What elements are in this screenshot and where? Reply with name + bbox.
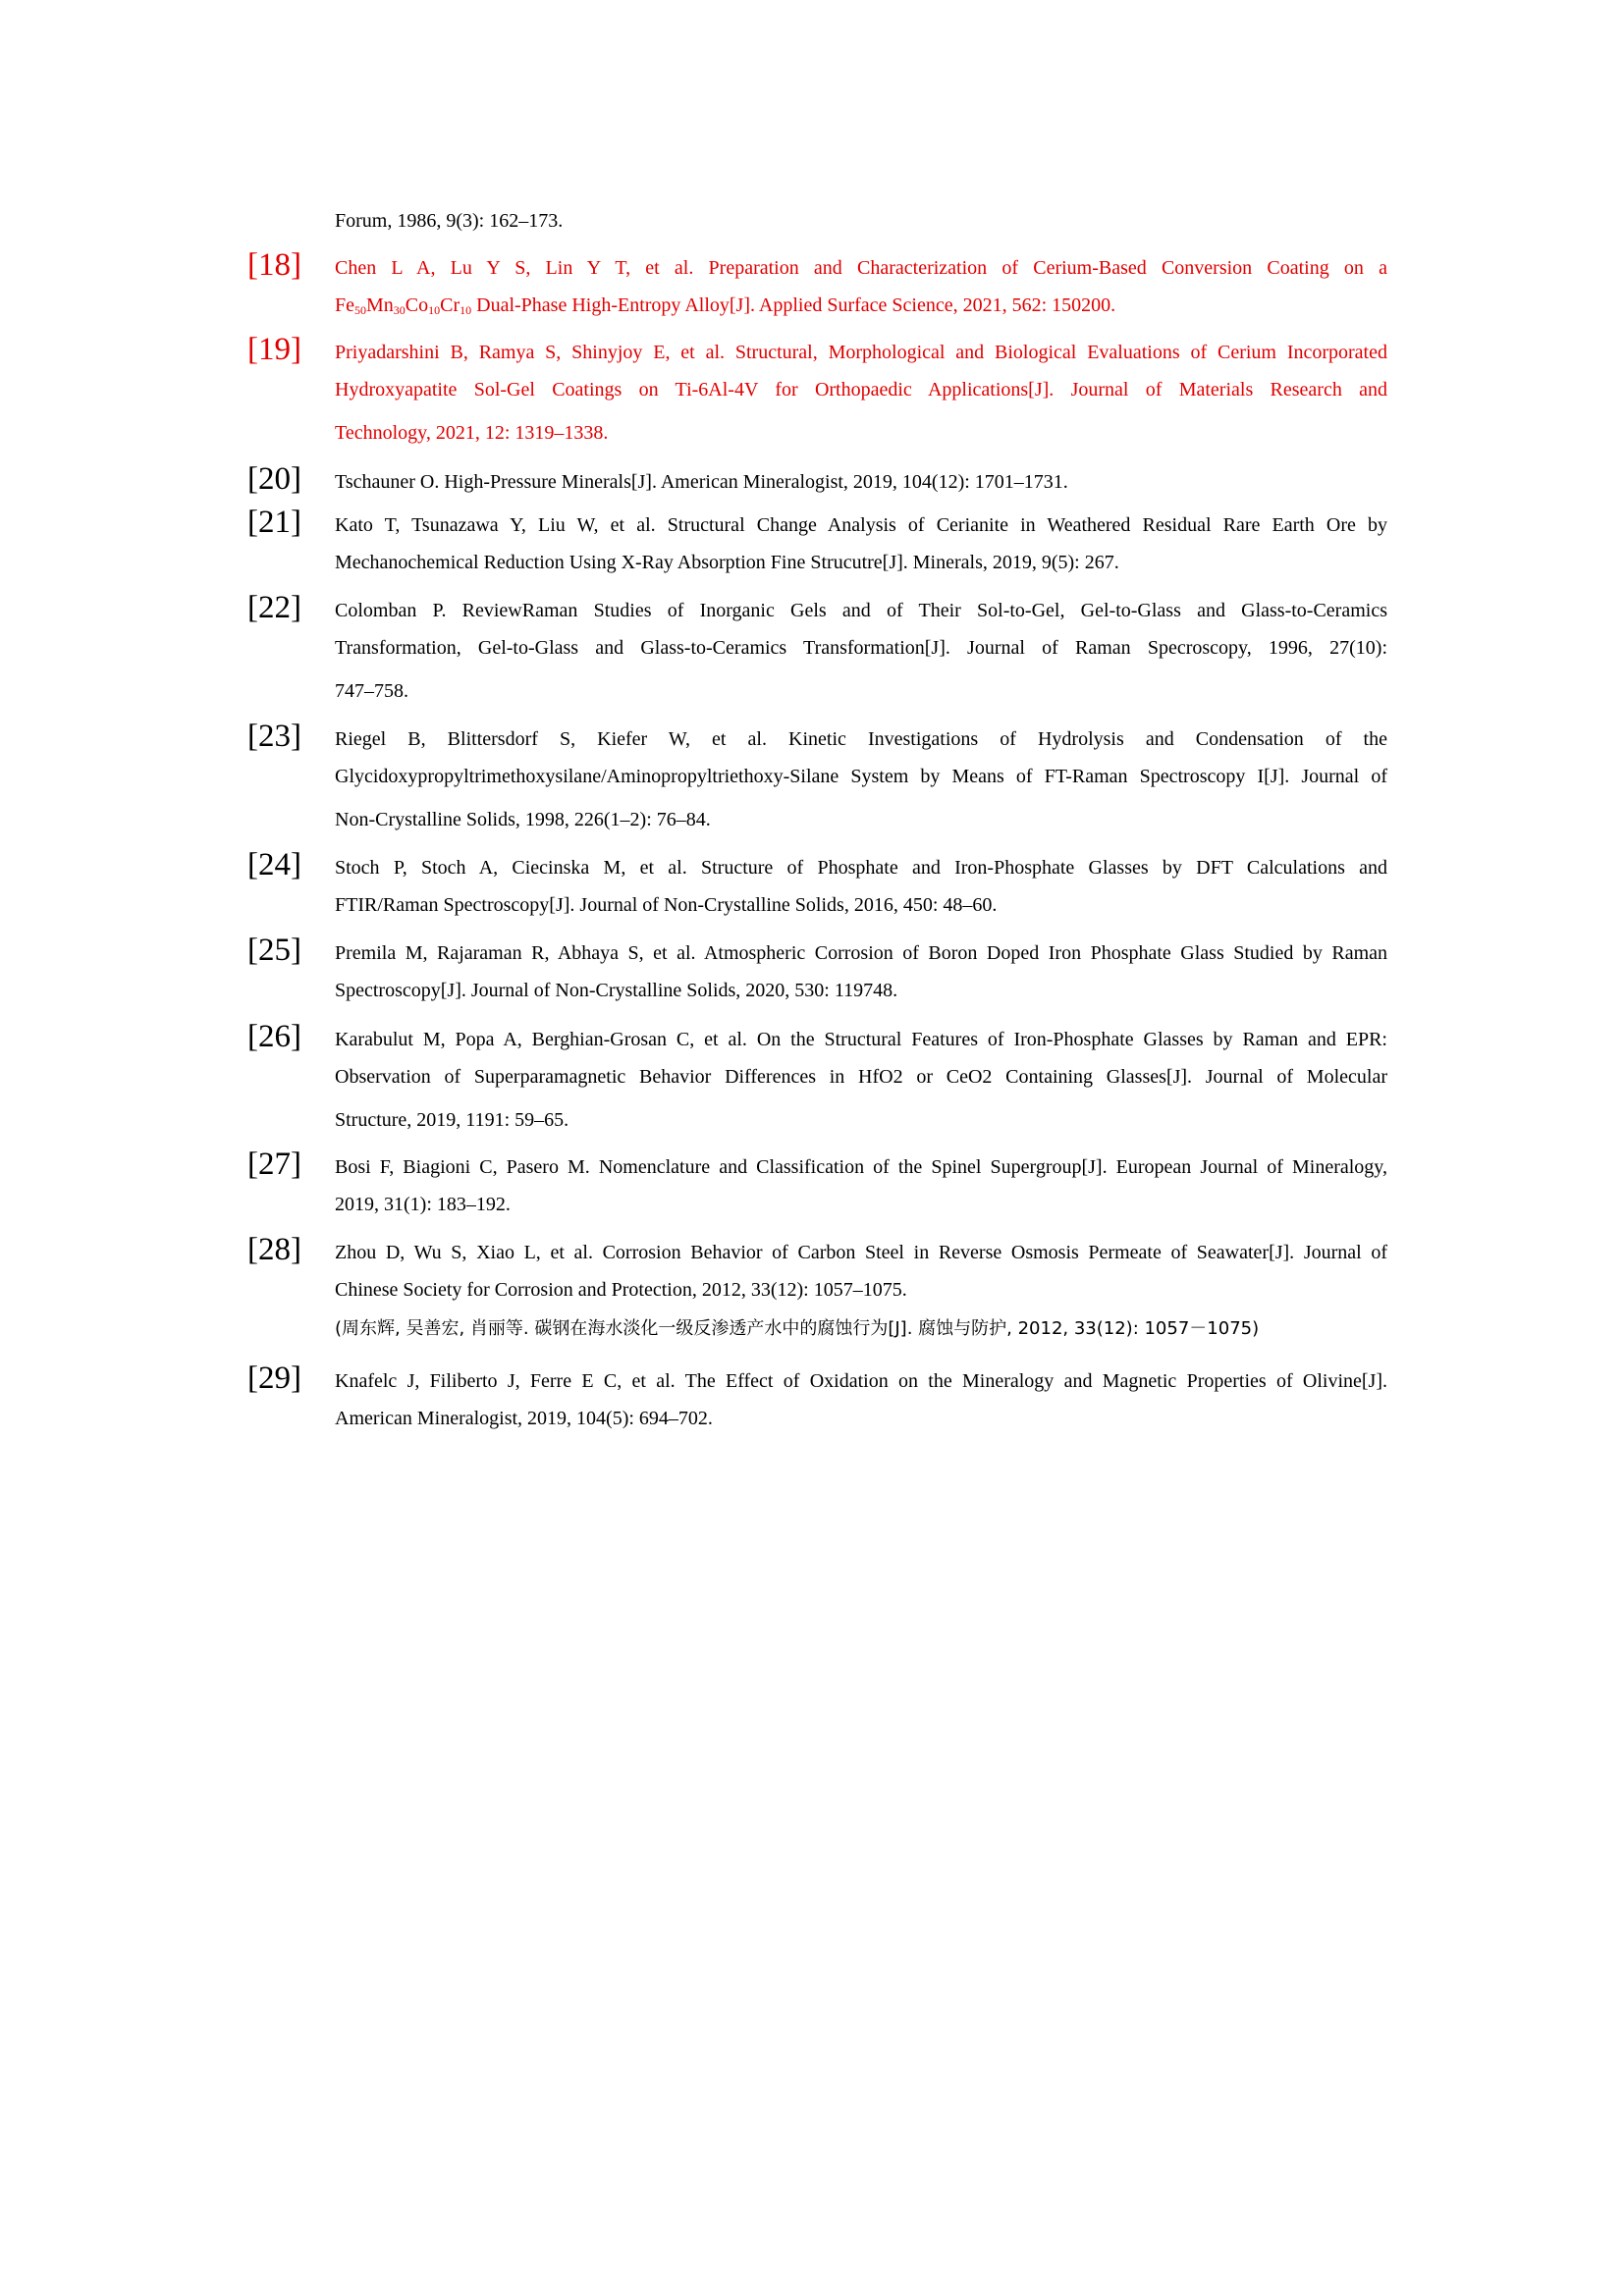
- reference-number: [20]: [247, 461, 301, 497]
- reference-line: Tschauner O. High-Pressure Minerals[J]. American Mineralogist, 2019, 104(12): 1701–1731.: [335, 471, 1068, 493]
- reference-text: [335, 334, 1387, 452]
- formula-element: Co: [405, 294, 429, 316]
- reference-line: Non-Crystalline Solids, 1998, 226(1–2): 76–84.: [335, 809, 711, 830]
- reference-line: FTIR/Raman Spectroscopy[J]. Journal of Non-Crystalline Solids, 2016, 450: 48–60.: [335, 894, 998, 916]
- reference-number: [18]: [247, 247, 301, 283]
- reference-line: Technology, 2021, 12: 1319–1338.: [335, 422, 609, 444]
- reference-line: Forum, 1986, 9(3): 162–173.: [335, 210, 564, 232]
- reference-line: Hydroxyapatite Sol-Gel Coatings on Ti-6Al-4V for Orthopaedic Applications[J]. Journal of Materials Research and: [335, 379, 1387, 400]
- reference-line: Structure, 2019, 1191: 59–65.: [335, 1109, 569, 1131]
- reference-text: [335, 592, 1387, 710]
- reference-text: [335, 249, 1387, 324]
- reference-line: Chinese Society for Corrosion and Protection, 2012, 33(12): 1057–1075.: [335, 1279, 907, 1301]
- reference-line: Priyadarshini B, Ramya S, Shinyjoy E, et al. Structural, Morphological and Biological Evaluations of Cerium Incorporated: [335, 342, 1387, 363]
- reference-line: Stoch P, Stoch A, Ciecinska M, et al. Structure of Phosphate and Iron-Phosphate Glasses by DFT Calculations and: [335, 857, 1387, 879]
- formula-element: Mn: [366, 294, 394, 316]
- reference-line: Glycidoxypropyltrimethoxysilane/Aminopropyltriethoxy-Silane System by Means of FT-Raman Spectroscopy I[J]. Journal of: [335, 766, 1387, 787]
- reference-number: [28]: [247, 1232, 301, 1267]
- reference-line-formula: [335, 287, 1387, 324]
- reference-text: [335, 463, 1387, 501]
- continuation-line: [335, 202, 1387, 240]
- formula-element: Cr: [440, 294, 460, 316]
- reference-line: Riegel B, Blittersdorf S, Kiefer W, et al. Kinetic Investigations of Hydrolysis and Condensation of the: [335, 728, 1387, 750]
- reference-number: [21]: [247, 505, 301, 540]
- reference-line: Chen L A, Lu Y S, Lin Y T, et al. Preparation and Characterization of Cerium-Based Conversion Coating on a: [335, 257, 1387, 279]
- reference-text: [335, 849, 1387, 924]
- reference-line: Colomban P. ReviewRaman Studies of Inorganic Gels and of Their Sol-to-Gel, Gel-to-Glass and Glass-to-Ceramics: [335, 600, 1387, 621]
- formula-element: Fe: [335, 294, 354, 316]
- reference-number: [26]: [247, 1019, 301, 1054]
- reference-line: Premila M, Rajaraman R, Abhaya S, et al. Atmospheric Corrosion of Boron Doped Iron Phosphate Glass Studied by Raman: [335, 942, 1387, 964]
- reference-line: Karabulut M, Popa A, Berghian-Grosan C, et al. On the Structural Features of Iron-Phosphate Glasses by Raman and EPR:: [335, 1029, 1387, 1050]
- reference-number: [24]: [247, 847, 301, 882]
- formula-subscript: 10: [428, 303, 441, 317]
- reference-line: Transformation, Gel-to-Glass and Glass-to-Ceramics Transformation[J]. Journal of Raman Specroscopy, 1996, 27(10):: [335, 637, 1387, 659]
- reference-line: Kato T, Tsunazawa Y, Liu W, et al. Structural Change Analysis of Cerianite in Weathered Residual Rare Earth Ore by: [335, 514, 1387, 536]
- reference-text: [335, 1148, 1387, 1223]
- reference-number: [22]: [247, 590, 301, 625]
- formula-subscript: 50: [354, 303, 366, 317]
- formula-tail: Dual-Phase High-Entropy Alloy[J]. Applied Surface Science, 2021, 562: 150200.: [471, 294, 1116, 316]
- reference-number: [25]: [247, 933, 301, 968]
- reference-text: [335, 1362, 1387, 1437]
- reference-line: Spectroscopy[J]. Journal of Non-Crystalline Solids, 2020, 530: 119748.: [335, 980, 898, 1001]
- reference-number: [19]: [247, 332, 301, 367]
- reference-line: American Mineralogist, 2019, 104(5): 694–702.: [335, 1408, 713, 1429]
- formula-subscript: 10: [460, 303, 472, 317]
- reference-line: Zhou D, Wu S, Xiao L, et al. Corrosion Behavior of Carbon Steel in Reverse Osmosis Permeate of Seawater[J]. Journal of: [335, 1242, 1387, 1263]
- reference-line: 747–758.: [335, 680, 408, 702]
- reference-line: 2019, 31(1): 183–192.: [335, 1194, 511, 1215]
- reference-line: Bosi F, Biagioni C, Pasero M. Nomenclature and Classification of the Spinel Supergroup[J]. European Journal of Mineralogy,: [335, 1156, 1387, 1178]
- reference-text: [335, 1234, 1387, 1348]
- reference-text: [335, 507, 1387, 581]
- formula-subscript: 30: [393, 303, 406, 317]
- reference-chinese-translation: (周东辉, 吴善宏, 肖丽等. 碳钢在海水淡化一级反渗透产水中的腐蚀行为[J]. 腐蚀与防护, 2012, 33(12): 1057－1075): [335, 1318, 1260, 1339]
- reference-text: [335, 1021, 1387, 1139]
- reference-line: Observation of Superparamagnetic Behavior Differences in HfO2 or CeO2 Containing Glasses[J]. Journal of Molecular: [335, 1066, 1387, 1088]
- reference-line: Mechanochemical Reduction Using X-Ray Absorption Fine Strucutre[J]. Minerals, 2019, 9(5): 267.: [335, 552, 1119, 573]
- reference-line: Knafelc J, Filiberto J, Ferre E C, et al. The Effect of Oxidation on the Mineralogy and Magnetic Properties of Olivine[J].: [335, 1370, 1387, 1392]
- reference-number: [29]: [247, 1361, 301, 1396]
- reference-number: [23]: [247, 719, 301, 754]
- reference-number: [27]: [247, 1147, 301, 1182]
- reference-text: [335, 934, 1387, 1009]
- reference-text: [335, 721, 1387, 838]
